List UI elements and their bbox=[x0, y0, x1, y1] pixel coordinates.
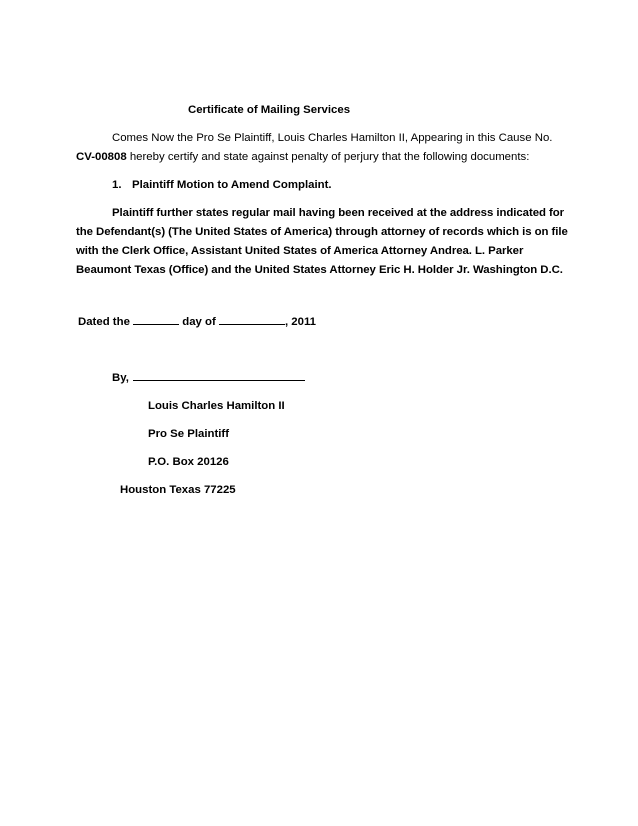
signature-blank-line bbox=[133, 369, 305, 381]
cause-number: CV-00808 bbox=[76, 151, 127, 163]
signature-line bbox=[112, 369, 305, 388]
statement-line-3: with the Clerk Office, Assistant United States of America Attorney Andrea. L. Parker bbox=[76, 245, 524, 257]
document-title: Certificate of Mailing Services bbox=[188, 104, 351, 116]
intro-line-1: Comes Now the Pro Se Plaintiff, Louis Charles Hamilton II, Appearing in this Cause No. bbox=[112, 132, 553, 144]
intro-line-2-rest: hereby certify and state against penalty of perjury that the following documents: bbox=[126, 151, 530, 163]
statement-paragraph bbox=[76, 204, 568, 280]
signer-name: Louis Charles Hamilton II bbox=[148, 400, 285, 412]
statement-line-1: Plaintiff further states regular mail having been received at the address indicated for bbox=[112, 207, 565, 219]
dated-line bbox=[78, 313, 316, 332]
dated-prefix: Dated the bbox=[78, 316, 130, 328]
by-label: By, bbox=[112, 372, 129, 384]
dated-day-of: day of bbox=[182, 316, 216, 328]
document-item-number: 1. bbox=[112, 179, 122, 191]
signer-po-box: P.O. Box 20126 bbox=[148, 456, 229, 468]
document-list-item bbox=[112, 176, 332, 195]
intro-paragraph bbox=[76, 129, 562, 167]
day-blank-line bbox=[133, 313, 179, 325]
document-item-label: Plaintiff Motion to Amend Complaint. bbox=[132, 179, 332, 191]
intro-line-2 bbox=[76, 148, 562, 167]
dated-year: , 2011 bbox=[284, 316, 317, 328]
statement-line-4: Beaumont Texas (Office) and the United States Attorney Eric H. Holder Jr. Washington D.C. bbox=[76, 264, 563, 276]
month-blank-line bbox=[219, 313, 285, 325]
statement-line-2: the Defendant(s) (The United States of America) through attorney of records which is on file bbox=[76, 226, 568, 238]
signer-city: Houston Texas 77225 bbox=[120, 484, 236, 496]
signer-role: Pro Se Plaintiff bbox=[148, 428, 230, 440]
